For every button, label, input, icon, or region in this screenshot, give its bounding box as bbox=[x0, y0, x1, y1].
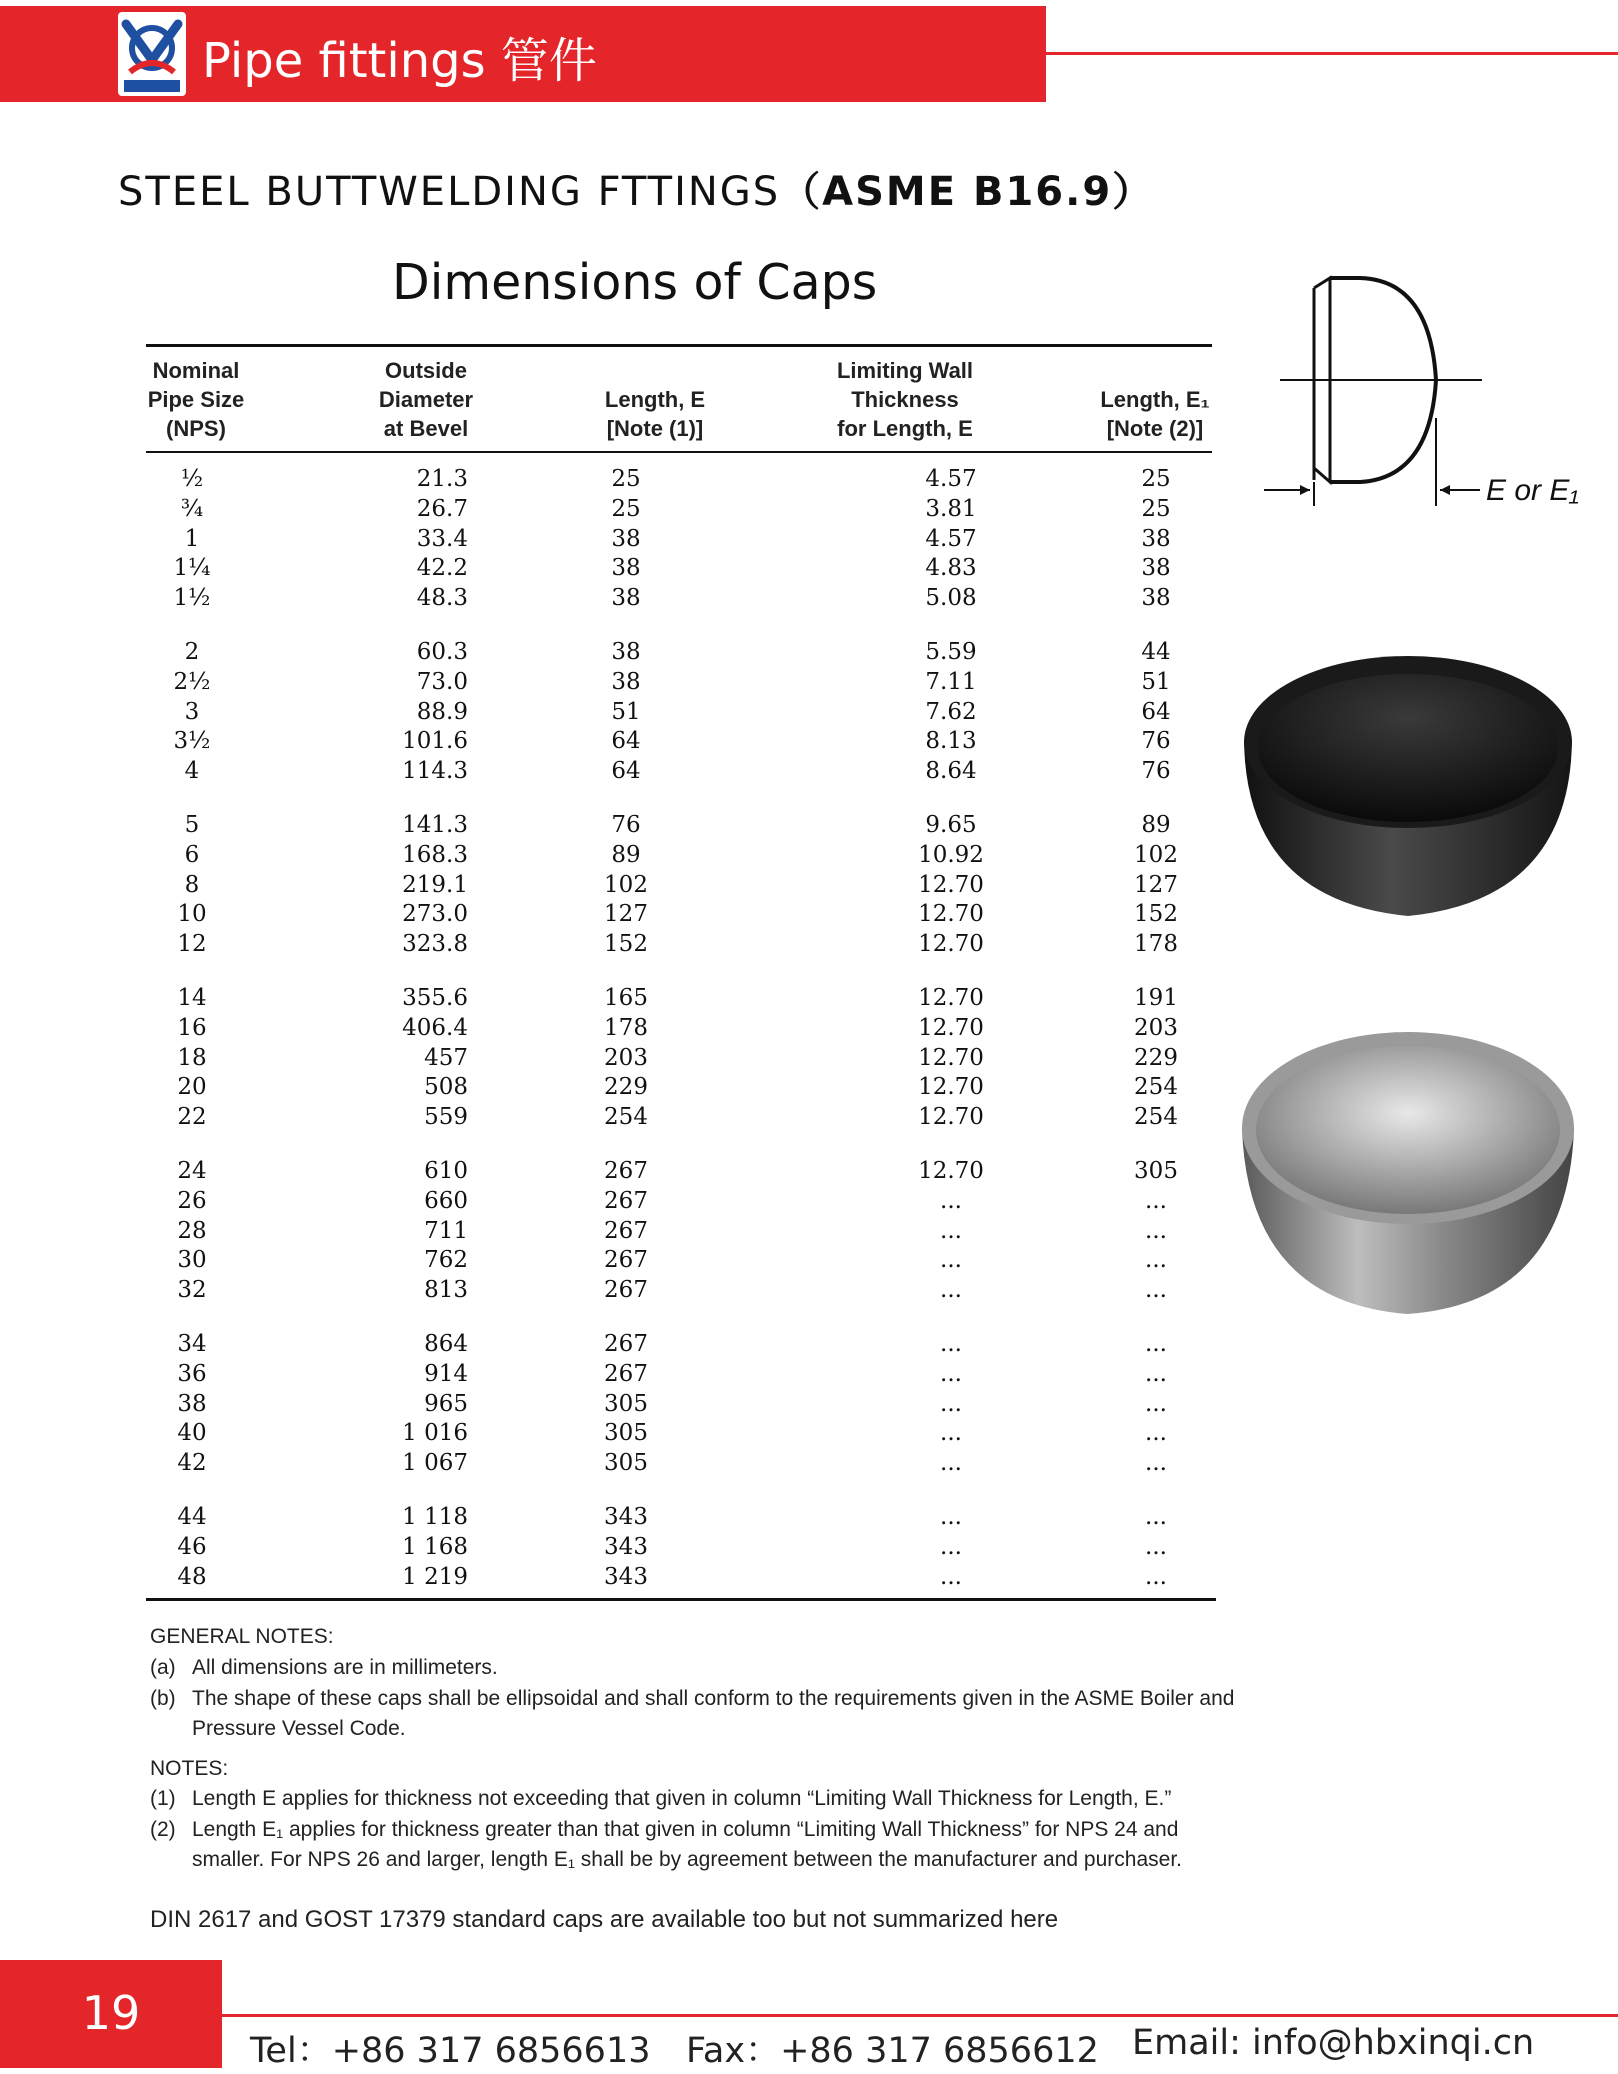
cell-limiting-wall: 12.70 bbox=[918, 1158, 984, 1184]
cell-limiting-wall: ... bbox=[940, 1360, 962, 1387]
cell-length-e1: 102 bbox=[1134, 841, 1178, 868]
cell-nps: 1½ bbox=[173, 585, 211, 612]
cell-length-e: 25 bbox=[611, 495, 641, 522]
cell-limiting-wall: 5.08 bbox=[925, 585, 977, 612]
cell-outside-diameter: 1 219 bbox=[402, 1563, 468, 1590]
cell-length-e: 38 bbox=[611, 639, 641, 665]
cell-length-e1: 178 bbox=[1134, 931, 1178, 958]
cell-outside-diameter: 508 bbox=[424, 1074, 468, 1101]
cell-length-e: 305 bbox=[604, 1390, 648, 1417]
cell-length-e: 267 bbox=[604, 1247, 648, 1274]
header-rule bbox=[1046, 52, 1618, 55]
col-header-limiting-wall: Limiting Wall Thickness for Length, E bbox=[836, 358, 974, 441]
cell-length-e: 343 bbox=[604, 1563, 648, 1590]
general-note-b: (b) The shape of these caps shall be ellipsoidal and shall conform to the requirements given in the ASME Boiler and Pressure Vessel Code. bbox=[150, 1687, 1235, 1740]
cell-limiting-wall: 12.70 bbox=[918, 931, 984, 958]
cell-length-e1: 38 bbox=[1141, 525, 1171, 552]
cell-length-e: 152 bbox=[604, 931, 648, 958]
cell-outside-diameter: 219.1 bbox=[402, 871, 468, 898]
cell-limiting-wall: 7.62 bbox=[925, 698, 977, 725]
cell-limiting-wall: 12.70 bbox=[918, 985, 984, 1011]
cell-limiting-wall: ... bbox=[940, 1390, 962, 1417]
cell-nps: 3½ bbox=[173, 728, 211, 755]
cell-outside-diameter: 60.3 bbox=[416, 639, 468, 665]
cell-limiting-wall: 8.64 bbox=[925, 758, 977, 785]
cell-length-e: 343 bbox=[604, 1504, 648, 1530]
cell-length-e1: ... bbox=[1145, 1563, 1167, 1590]
table-row bbox=[146, 1158, 1212, 1188]
note-2: (2) Length E₁ applies for thickness greater than that given in column “Limiting Wall Thickness” for NPS 24 and smaller. For NPS 26 and larger, length E₁ shall be by agreement between the manufacturer and purchaser. bbox=[150, 1818, 1182, 1871]
cell-outside-diameter: 559 bbox=[424, 1104, 468, 1131]
cell-length-e: 165 bbox=[604, 985, 648, 1011]
cell-outside-diameter: 660 bbox=[424, 1187, 468, 1214]
table-row bbox=[146, 555, 1212, 585]
cell-limiting-wall: 3.81 bbox=[925, 495, 977, 522]
cell-length-e1: ... bbox=[1145, 1360, 1167, 1387]
table-rule-top bbox=[146, 344, 1212, 347]
table-row bbox=[146, 758, 1212, 788]
cell-length-e1: 76 bbox=[1141, 758, 1171, 785]
cell-length-e: 305 bbox=[604, 1420, 648, 1447]
cell-length-e1: ... bbox=[1145, 1533, 1167, 1560]
cell-length-e1: 25 bbox=[1141, 495, 1171, 522]
table-row bbox=[146, 1104, 1212, 1134]
cell-nps: 16 bbox=[177, 1014, 207, 1041]
cell-outside-diameter: 21.3 bbox=[416, 466, 468, 492]
cell-nps: 2½ bbox=[173, 668, 211, 695]
cell-outside-diameter: 355.6 bbox=[402, 985, 468, 1011]
cell-nps: 44 bbox=[177, 1504, 207, 1530]
table-row bbox=[146, 699, 1212, 729]
table-row bbox=[146, 1074, 1212, 1104]
cell-outside-diameter: 711 bbox=[424, 1217, 468, 1244]
table-row bbox=[146, 1361, 1212, 1391]
cell-length-e1: 254 bbox=[1134, 1074, 1178, 1101]
cell-outside-diameter: 457 bbox=[424, 1044, 468, 1071]
table-row bbox=[146, 466, 1212, 496]
cell-limiting-wall: 4.83 bbox=[925, 555, 977, 582]
cell-nps: 24 bbox=[177, 1158, 207, 1184]
cell-length-e: 267 bbox=[604, 1277, 648, 1304]
col-header-outside-diameter: Outside Diameter at Bevel bbox=[378, 358, 474, 441]
cell-nps: 8 bbox=[184, 871, 200, 898]
cell-nps: 20 bbox=[177, 1074, 207, 1101]
cell-length-e: 76 bbox=[611, 812, 641, 838]
cell-limiting-wall: 12.70 bbox=[918, 871, 984, 898]
cell-nps: 32 bbox=[177, 1277, 207, 1304]
table-row bbox=[146, 1015, 1212, 1045]
cell-nps: 34 bbox=[177, 1331, 207, 1357]
cell-outside-diameter: 42.2 bbox=[416, 555, 468, 582]
table-row bbox=[146, 1450, 1212, 1480]
black-steel-cap-photo bbox=[1240, 650, 1576, 920]
cell-nps: 36 bbox=[177, 1360, 207, 1387]
cap-dimension-diagram bbox=[1260, 268, 1600, 528]
cell-length-e: 102 bbox=[604, 871, 648, 898]
cell-nps: 26 bbox=[177, 1187, 207, 1214]
cell-limiting-wall: 12.70 bbox=[918, 1074, 984, 1101]
cell-outside-diameter: 610 bbox=[424, 1158, 468, 1184]
footer-fax: Fax：+86 317 6856612 bbox=[686, 2031, 1099, 2071]
cell-limiting-wall: 10.92 bbox=[918, 841, 984, 868]
cell-length-e1: 89 bbox=[1141, 812, 1171, 838]
col-header-length-e1: Length, E₁ [Note (2)] bbox=[1100, 387, 1210, 441]
table-row bbox=[146, 1331, 1212, 1361]
table-row bbox=[146, 901, 1212, 931]
footer-rule bbox=[222, 2014, 1618, 2017]
table-row bbox=[146, 669, 1212, 699]
cell-limiting-wall: 4.57 bbox=[925, 525, 977, 552]
cell-nps: 14 bbox=[177, 985, 207, 1011]
page-number: 19 bbox=[81, 1986, 141, 2040]
table-row bbox=[146, 1045, 1212, 1075]
cell-limiting-wall: 5.59 bbox=[925, 639, 977, 665]
cell-limiting-wall: 12.70 bbox=[918, 901, 984, 928]
cell-nps: 4 bbox=[184, 758, 200, 785]
cell-length-e1: 127 bbox=[1134, 871, 1178, 898]
cell-limiting-wall: ... bbox=[940, 1331, 962, 1357]
cell-length-e1: ... bbox=[1145, 1504, 1167, 1530]
col-header-nps: Nominal Pipe Size (NPS) bbox=[147, 358, 245, 441]
cell-length-e1: 229 bbox=[1134, 1044, 1178, 1071]
cell-length-e1: ... bbox=[1145, 1277, 1167, 1304]
cell-outside-diameter: 273.0 bbox=[402, 901, 468, 928]
table-row bbox=[146, 1188, 1212, 1218]
xinqi-logo-icon bbox=[116, 10, 188, 98]
cell-outside-diameter: 864 bbox=[424, 1331, 468, 1357]
cell-outside-diameter: 1 168 bbox=[402, 1533, 468, 1560]
cell-length-e: 254 bbox=[604, 1104, 648, 1131]
cell-outside-diameter: 114.3 bbox=[402, 758, 468, 785]
cell-length-e: 25 bbox=[611, 466, 641, 492]
cell-limiting-wall: ... bbox=[940, 1277, 962, 1304]
table-row bbox=[146, 931, 1212, 961]
cell-limiting-wall: 4.57 bbox=[925, 466, 977, 492]
cell-length-e1: 76 bbox=[1141, 728, 1171, 755]
cell-nps: ¾ bbox=[180, 495, 204, 522]
cell-outside-diameter: 101.6 bbox=[402, 728, 468, 755]
cell-limiting-wall: 9.65 bbox=[925, 812, 977, 838]
cell-length-e1: 152 bbox=[1134, 901, 1178, 928]
cell-length-e: 38 bbox=[611, 585, 641, 612]
cell-length-e: 127 bbox=[604, 901, 648, 928]
cell-nps: 5 bbox=[184, 812, 200, 838]
cell-length-e1: ... bbox=[1145, 1247, 1167, 1274]
cell-length-e1: 38 bbox=[1141, 555, 1171, 582]
cell-outside-diameter: 762 bbox=[424, 1247, 468, 1274]
table-title: Dimensions of Caps bbox=[392, 254, 878, 311]
cell-length-e: 267 bbox=[604, 1331, 648, 1357]
cell-length-e1: ... bbox=[1145, 1450, 1167, 1477]
cell-limiting-wall: 12.70 bbox=[918, 1104, 984, 1131]
cell-nps: 10 bbox=[177, 901, 207, 928]
table-row bbox=[146, 1247, 1212, 1277]
table-row bbox=[146, 585, 1212, 615]
cell-nps: ½ bbox=[180, 466, 204, 492]
cell-length-e1: ... bbox=[1145, 1420, 1167, 1447]
cell-limiting-wall: 8.13 bbox=[925, 728, 977, 755]
cell-nps: 3 bbox=[184, 698, 200, 725]
cell-length-e: 267 bbox=[604, 1360, 648, 1387]
cell-nps: 40 bbox=[177, 1420, 207, 1447]
cell-nps: 1¼ bbox=[173, 555, 211, 582]
cell-length-e: 267 bbox=[604, 1158, 648, 1184]
cell-outside-diameter: 33.4 bbox=[416, 525, 468, 552]
cell-length-e1: ... bbox=[1145, 1217, 1167, 1244]
cell-length-e1: 191 bbox=[1134, 985, 1178, 1011]
cell-outside-diameter: 73.0 bbox=[416, 668, 468, 695]
col-header-length-e: Length, E [Note (1)] bbox=[604, 387, 706, 441]
table-row bbox=[146, 872, 1212, 902]
notes-heading: NOTES: bbox=[150, 1757, 229, 1780]
cell-limiting-wall: ... bbox=[940, 1450, 962, 1477]
cell-length-e1: ... bbox=[1145, 1331, 1167, 1357]
cell-outside-diameter: 88.9 bbox=[416, 698, 468, 725]
document-title-main: STEEL BUTTWELDING FTTINGS bbox=[118, 169, 781, 215]
cell-nps: 46 bbox=[177, 1533, 207, 1560]
table-row bbox=[146, 1504, 1212, 1534]
cell-limiting-wall: ... bbox=[940, 1247, 962, 1274]
cell-length-e1: ... bbox=[1145, 1187, 1167, 1214]
cell-nps: 1 bbox=[184, 525, 200, 552]
general-note-a: (a) All dimensions are in millimeters. bbox=[150, 1656, 498, 1679]
table-row bbox=[146, 1420, 1212, 1450]
table-row bbox=[146, 728, 1212, 758]
cell-outside-diameter: 914 bbox=[424, 1360, 468, 1387]
table-row bbox=[146, 496, 1212, 526]
cell-nps: 42 bbox=[177, 1450, 207, 1477]
cell-nps: 28 bbox=[177, 1217, 207, 1244]
table-row bbox=[146, 1277, 1212, 1307]
cell-limiting-wall: ... bbox=[940, 1563, 962, 1590]
cell-outside-diameter: 1 118 bbox=[402, 1504, 468, 1530]
footer-email[interactable]: Email: info@hbxinqi.cn bbox=[1132, 2023, 1535, 2063]
table-row bbox=[146, 985, 1212, 1015]
cell-limiting-wall: ... bbox=[940, 1504, 962, 1530]
cell-outside-diameter: 48.3 bbox=[416, 585, 468, 612]
document-title-standard: （ASME B16.9） bbox=[780, 169, 1155, 215]
diagram-label: E or E₁ bbox=[1486, 474, 1579, 507]
table-row bbox=[146, 1534, 1212, 1564]
cell-outside-diameter: 406.4 bbox=[402, 1014, 468, 1041]
cell-nps: 30 bbox=[177, 1247, 207, 1274]
cell-limiting-wall: ... bbox=[940, 1217, 962, 1244]
cell-outside-diameter: 141.3 bbox=[402, 812, 468, 838]
cell-outside-diameter: 323.8 bbox=[402, 931, 468, 958]
cell-length-e: 178 bbox=[604, 1014, 648, 1041]
table-row bbox=[146, 842, 1212, 872]
cell-nps: 38 bbox=[177, 1390, 207, 1417]
general-notes-heading: GENERAL NOTES: bbox=[150, 1625, 334, 1648]
cell-length-e: 38 bbox=[611, 525, 641, 552]
cell-limiting-wall: ... bbox=[940, 1187, 962, 1214]
cell-limiting-wall: ... bbox=[940, 1533, 962, 1560]
cell-length-e: 38 bbox=[611, 668, 641, 695]
cell-length-e1: 254 bbox=[1134, 1104, 1178, 1131]
cell-length-e: 267 bbox=[604, 1217, 648, 1244]
cell-limiting-wall: 12.70 bbox=[918, 1014, 984, 1041]
cell-nps: 12 bbox=[177, 931, 207, 958]
cell-length-e1: ... bbox=[1145, 1390, 1167, 1417]
table-row bbox=[146, 1391, 1212, 1421]
cell-nps: 48 bbox=[177, 1563, 207, 1590]
cell-length-e1: 51 bbox=[1141, 668, 1171, 695]
table-row bbox=[146, 812, 1212, 842]
cell-length-e1: 203 bbox=[1134, 1014, 1178, 1041]
cell-length-e: 38 bbox=[611, 555, 641, 582]
table-row bbox=[146, 1218, 1212, 1248]
cell-length-e: 305 bbox=[604, 1450, 648, 1477]
cell-outside-diameter: 1 016 bbox=[402, 1420, 468, 1447]
cell-length-e: 89 bbox=[611, 841, 641, 868]
table-rule-bottom bbox=[146, 1598, 1216, 1601]
cell-limiting-wall: 12.70 bbox=[918, 1044, 984, 1071]
note-1: (1) Length E applies for thickness not exceeding that given in column “Limiting Wall Thickness for Length, E.” bbox=[150, 1787, 1172, 1810]
cell-outside-diameter: 813 bbox=[424, 1277, 468, 1304]
header-title: Pipe fittings 管件 bbox=[202, 33, 597, 89]
cell-length-e1: 25 bbox=[1141, 466, 1171, 492]
cell-limiting-wall: ... bbox=[940, 1420, 962, 1447]
stainless-steel-cap-photo bbox=[1238, 1018, 1578, 1318]
cell-length-e1: 305 bbox=[1134, 1158, 1178, 1184]
cell-length-e: 51 bbox=[611, 698, 641, 725]
cell-outside-diameter: 965 bbox=[424, 1390, 468, 1417]
table-rule-header bbox=[146, 451, 1212, 453]
cell-nps: 18 bbox=[177, 1044, 207, 1071]
cell-nps: 6 bbox=[184, 841, 200, 868]
table-row bbox=[146, 639, 1212, 669]
table-row bbox=[146, 1564, 1212, 1594]
cell-length-e: 64 bbox=[611, 758, 641, 785]
cell-nps: 22 bbox=[177, 1104, 207, 1131]
cell-outside-diameter: 26.7 bbox=[416, 495, 468, 522]
cell-length-e: 229 bbox=[604, 1074, 648, 1101]
document-title bbox=[118, 160, 1154, 217]
table-row bbox=[146, 526, 1212, 556]
cell-length-e: 203 bbox=[604, 1044, 648, 1071]
cell-length-e: 267 bbox=[604, 1187, 648, 1214]
cell-outside-diameter: 1 067 bbox=[402, 1450, 468, 1477]
din-gost-note: DIN 2617 and GOST 17379 standard caps are available too but not summarized here bbox=[150, 1906, 1059, 1933]
cell-outside-diameter: 168.3 bbox=[402, 841, 468, 868]
cell-length-e1: 38 bbox=[1141, 585, 1171, 612]
footer-tel: Tel：+86 317 6856613 bbox=[250, 2031, 651, 2071]
cell-length-e1: 44 bbox=[1141, 639, 1171, 665]
cell-limiting-wall: 7.11 bbox=[925, 668, 977, 695]
cell-length-e1: 64 bbox=[1141, 698, 1171, 725]
cell-length-e: 343 bbox=[604, 1533, 648, 1560]
cell-nps: 2 bbox=[184, 639, 200, 665]
cell-length-e: 64 bbox=[611, 728, 641, 755]
